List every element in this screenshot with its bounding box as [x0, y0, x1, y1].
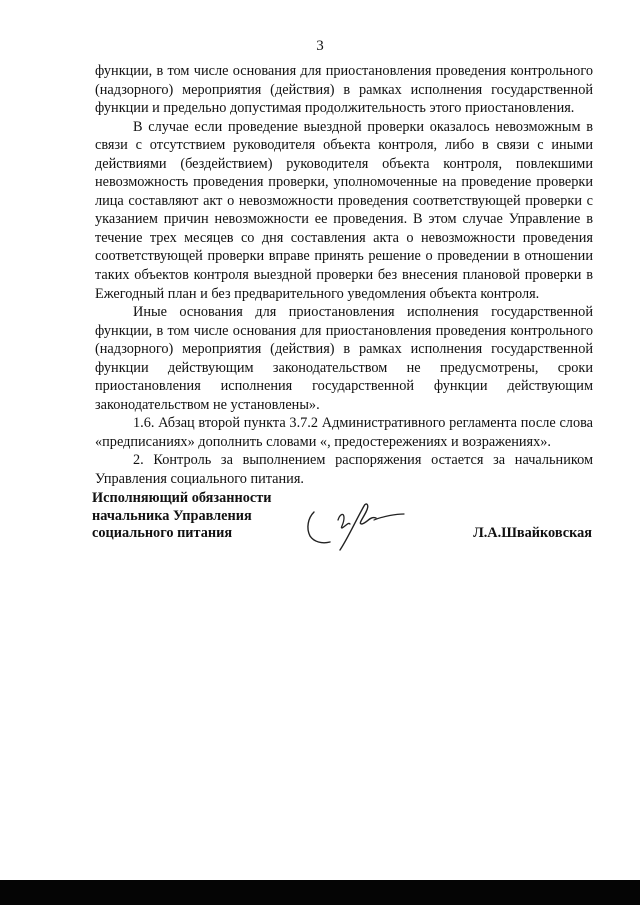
signatory-name: Л.А.Швайковская: [473, 525, 592, 541]
scan-bottom-edge: [0, 880, 640, 905]
signature-block: [92, 490, 592, 560]
page-number: 3: [316, 38, 324, 54]
paragraph-item-1-6: 1.6. Абзац второй пункта 3.7.2 Административного регламента после слова «предписаниях» дополнить словами «, предостережениях и возражениях».: [95, 415, 593, 450]
handwritten-signature-icon: [300, 498, 410, 556]
paragraph-item-2-control: 2. Контроль за выполнением распоряжения остается за начальником Управления социального питания.: [95, 452, 593, 488]
document-body: [95, 62, 593, 489]
paragraph-continuation: функции, в том числе основания для приостановления проведения контрольного (надзорного) мероприятия (действия) в рамках исполнения государственной функции и предельно допустимая продолжительность этого приостановления.: [95, 63, 593, 117]
signatory-position-line: Исполняющий обязанности: [92, 490, 272, 506]
signatory-position-line: социального питания: [92, 525, 233, 541]
paragraph-impossible-inspection: В случае если проведение выездной проверки оказалось невозможным в связи с отсутствием руководителя объекта контроля, либо в связи с иными действиями (бездействием) руководителя объекта контроля, повлекшими невозможность проведения проверки, уполномоченные на проведение проверки лица составляют акт о невозможности проведения соответствующей проверки с указанием причин невозможности ее проведения. В этом случае Управление в течение трех месяцев со дня составления акта о невозможности проведения соответствующей проверки вправе принять решение о проведении в отношении таких объектов контроля выездной проверки без внесения плановой проверки в Ежегодный план и без предварительного уведомления объекта контроля.: [95, 118, 593, 302]
signatory-position-line: начальника Управления: [92, 507, 252, 524]
paragraph-other-grounds: Иные основания для приостановления исполнения государственной функции, в том числе основания для приостановления проведения контрольного (надзорного) мероприятия (действия) в рамках исполнения государственной функции действующим законодательством не предусмотрены, сроки приостановления исполнения государственной функции действующим законодательством не установлены».: [95, 304, 593, 413]
signatory-position: [92, 490, 272, 543]
